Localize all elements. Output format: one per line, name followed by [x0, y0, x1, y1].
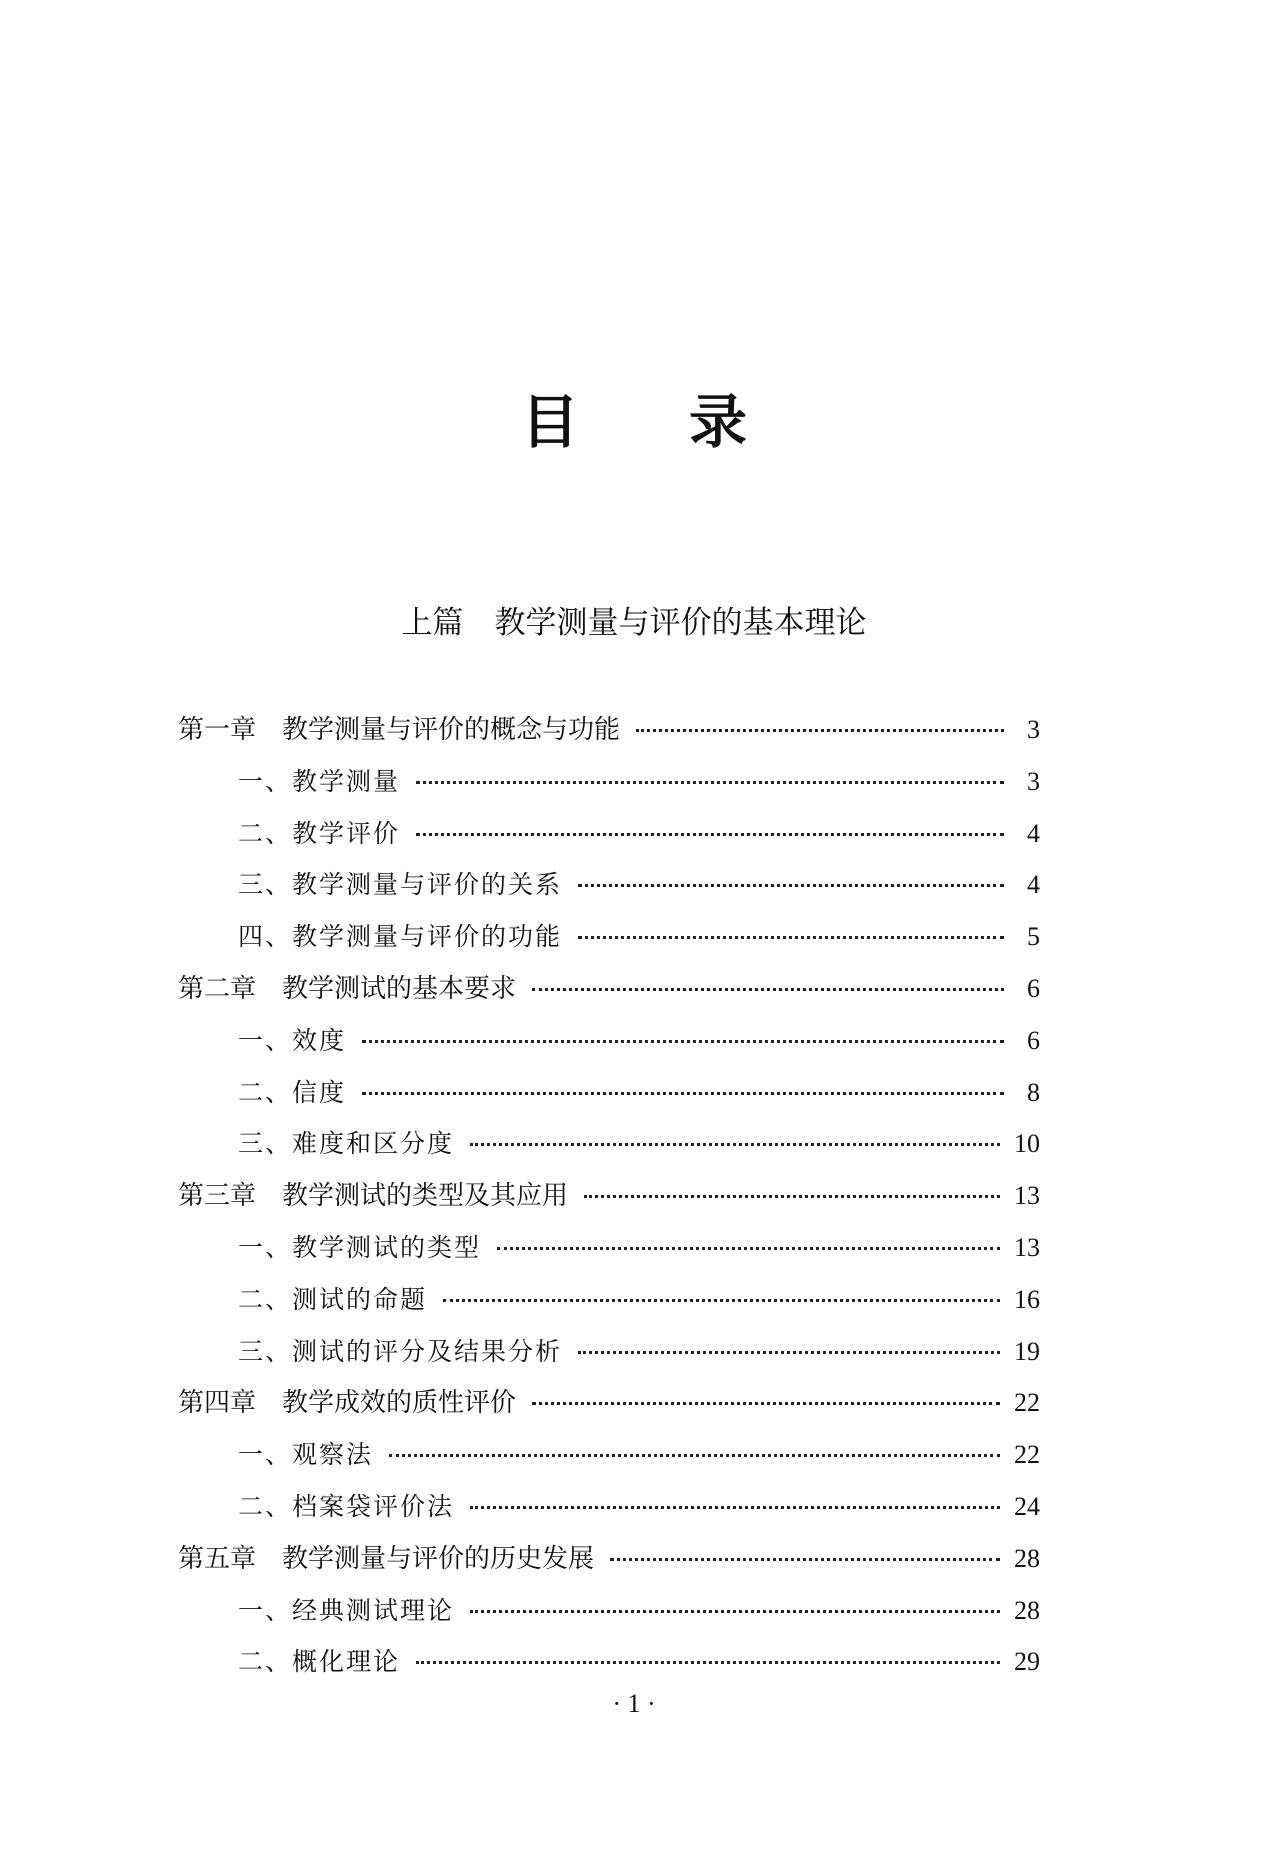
page-number: · 1 · [612, 1689, 656, 1718]
toc-entry-label: 第一章 教学测量与评价的概念与功能 [178, 715, 621, 745]
toc-chapter-3[interactable] [178, 1170, 1040, 1222]
toc-entry-page: 3 [1027, 715, 1040, 744]
toc-entry-page: 5 [1027, 922, 1040, 952]
toc-entry-page: 29 [1014, 1647, 1040, 1677]
toc-entry-label: 一、观察法 [238, 1440, 374, 1470]
part-title: 上篇 教学测量与评价的基本理论 [401, 605, 867, 641]
toc-dot-leader [389, 1454, 1000, 1457]
toc-chapter-5[interactable] [178, 1533, 1040, 1585]
toc-entry-label: 二、教学评价 [238, 818, 401, 848]
toc-dot-leader [470, 1610, 1000, 1613]
toc-dot-leader [362, 1040, 1004, 1043]
toc-entry-page: 8 [1027, 1077, 1040, 1107]
toc-dot-leader [584, 1195, 1000, 1198]
toc-section[interactable] [178, 1118, 1040, 1170]
toc-entry-label: 第三章 教学测试的类型及其应用 [178, 1181, 569, 1212]
toc-dot-leader [416, 1661, 1000, 1664]
toc-entry-page: 6 [1027, 973, 1040, 1003]
toc-entry-page: 13 [1014, 1232, 1040, 1262]
toc-chapter-2[interactable] [178, 963, 1040, 1015]
toc-section[interactable] [178, 1585, 1040, 1637]
toc-dot-leader [578, 1351, 1000, 1354]
toc-entry-page: 19 [1014, 1336, 1040, 1366]
toc-dot-leader [362, 1092, 1004, 1095]
toc-dot-leader [497, 1247, 1000, 1250]
toc-section[interactable] [178, 1015, 1040, 1067]
toc-entry-label: 第二章 教学测试的基本要求 [178, 973, 517, 1004]
toc-section[interactable] [178, 1274, 1040, 1326]
toc-entry-page: 3 [1027, 766, 1040, 796]
toc-entry-page: 24 [1014, 1491, 1040, 1521]
toc-entry-label: 一、教学测量 [238, 766, 401, 796]
toc-entry-label: 四、教学测量与评价的功能 [238, 922, 563, 952]
toc-dot-leader [443, 1299, 1000, 1302]
toc-entry-page: 10 [1014, 1129, 1040, 1159]
toc-entry-label: 第四章 教学成效的质性评价 [178, 1388, 517, 1419]
toc-entry-label: 二、信度 [238, 1077, 347, 1107]
toc-dot-leader [416, 833, 1004, 836]
toc-entry-label: 二、档案袋评价法 [238, 1491, 455, 1521]
toc-dot-leader [636, 729, 1004, 732]
toc-dot-leader [610, 1558, 1000, 1561]
toc-entry-label: 第五章 教学测量与评价的历史发展 [178, 1543, 595, 1574]
toc-entry-label: 三、难度和区分度 [238, 1129, 455, 1159]
toc-section[interactable] [178, 859, 1040, 911]
table-of-contents [178, 704, 1040, 1688]
toc-section[interactable] [178, 756, 1040, 808]
toc-dot-leader [532, 988, 1004, 991]
toc-entry-page: 4 [1027, 870, 1040, 900]
toc-dot-leader [470, 1143, 1000, 1146]
toc-entry-label: 一、效度 [238, 1025, 347, 1055]
toc-entry-page: 13 [1014, 1181, 1040, 1211]
toc-section[interactable] [178, 1326, 1040, 1378]
toc-entry-page: 28 [1014, 1543, 1040, 1573]
toc-entry-page: 22 [1014, 1388, 1040, 1418]
toc-dot-leader [578, 884, 1004, 887]
toc-entry-page: 22 [1014, 1440, 1040, 1470]
toc-entry-label: 三、教学测量与评价的关系 [238, 870, 563, 900]
toc-entry-label: 一、教学测试的类型 [238, 1232, 482, 1262]
toc-section[interactable] [178, 1429, 1040, 1481]
toc-dot-leader [416, 781, 1004, 784]
toc-entry-page: 16 [1014, 1284, 1040, 1314]
toc-section[interactable] [178, 1222, 1040, 1274]
toc-section[interactable] [178, 1481, 1040, 1533]
toc-section[interactable] [178, 1636, 1040, 1688]
toc-section[interactable] [178, 808, 1040, 860]
toc-entry-page: 4 [1027, 818, 1040, 848]
toc-entry-page: 28 [1014, 1595, 1040, 1625]
toc-entry-page: 6 [1027, 1025, 1040, 1055]
toc-dot-leader [532, 1402, 1000, 1405]
toc-entry-label: 一、经典测试理论 [238, 1595, 455, 1625]
toc-section[interactable] [178, 1067, 1040, 1119]
toc-entry-label: 三、测试的评分及结果分析 [238, 1336, 563, 1366]
toc-section[interactable] [178, 911, 1040, 963]
toc-chapter-1[interactable] [178, 704, 1040, 756]
page-title: 目录 [520, 388, 857, 456]
toc-chapter-4[interactable] [178, 1377, 1040, 1429]
toc-dot-leader [470, 1506, 1000, 1509]
toc-dot-leader [578, 936, 1004, 939]
toc-entry-label: 二、概化理论 [238, 1647, 401, 1677]
toc-entry-label: 二、测试的命题 [238, 1284, 428, 1314]
